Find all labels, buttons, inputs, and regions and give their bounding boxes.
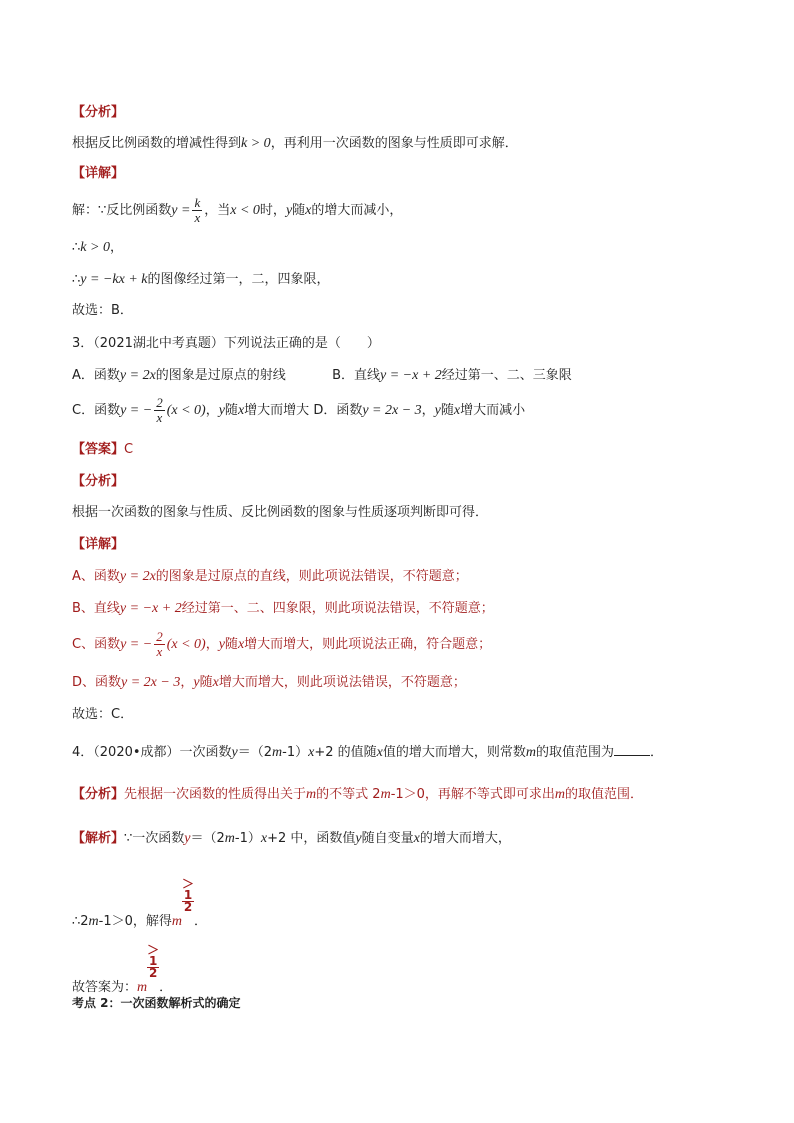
q3-analysis-tag: 【分析】 bbox=[72, 474, 125, 489]
q3-options-ab: A．函数y = 2x的图象是过原点的射线 B．直线y = −x + 2经过第一、二、三象限 bbox=[72, 368, 572, 383]
analysis-tag: 【分析】 bbox=[72, 105, 125, 120]
q3-detail-a: A、函数y = 2x的图象是过原点的直线，则此项说法错误，不符题意； bbox=[72, 569, 468, 584]
half-fraction: ＞ 1 2 bbox=[182, 877, 195, 914]
answer-line: 故选：B． bbox=[72, 303, 133, 318]
q4-answer: 故答案为：m＞ 1 2． bbox=[72, 943, 173, 995]
detail-line-3: ∴y = −kx + k的图像经过第一，二，四象限， bbox=[72, 272, 330, 287]
detail-tag: 【详解】 bbox=[72, 166, 125, 181]
q3-options-cd: C．函数y = − $\frac{2}{x}$ (x < 0)，y随x增大而增大 D．函数y = 2x − 3，y随x增大而减小 bbox=[72, 395, 526, 425]
q4-stem: 4．（2020•成都）一次函数y＝（2m-1）x+2 的值随x值的增大而增大，则常数m的取值范围为 ． bbox=[72, 745, 664, 760]
detail-line-1: 解：∵反比例函数y = $\frac{k}{x}$ ，当x < 0时，y随x的增大而减小， bbox=[72, 195, 403, 225]
q3-detail-tag: 【详解】 bbox=[72, 537, 125, 552]
q3-analysis-text: 根据一次函数的图象与性质、反比例函数的图象与性质逐项判断即可得． bbox=[72, 505, 489, 520]
q3-stem: 3．（2021湖北中考真题）下列说法正确的是（ ） bbox=[72, 336, 380, 351]
section-heading: 考点 2：一次函数解析式的确定 bbox=[72, 996, 241, 1010]
q3-final: 故选：C． bbox=[72, 707, 134, 722]
q4-analysis: 【分析】先根据一次函数的性质得出关于m的不等式 2m-1＞0，再解不等式即可求出m的取值范围． bbox=[72, 787, 644, 802]
q3-detail-c: C、函数y = − $\frac{2}{x}$ (x < 0)，y随x增大而增大，则此项说法正确，符合题意； bbox=[72, 629, 492, 659]
q4-step-1: ∴2m-1＞0，解得m＞ 1 2． bbox=[72, 877, 208, 929]
q3-answer: 【答案】C bbox=[72, 442, 134, 457]
q3-detail-d: D、函数y = 2x − 3，y随x增大而增大，则此项说法错误，不符题意； bbox=[72, 675, 466, 690]
q4-solution: 【解析】∵一次函数y＝（2m-1）x+2 中，函数值y随自变量x的增大而增大， bbox=[72, 831, 511, 846]
answer-blank bbox=[614, 743, 650, 756]
detail-line-2: ∴k > 0， bbox=[72, 240, 123, 255]
half-fraction: ＞ 1 2 bbox=[147, 943, 160, 980]
q3-detail-b: B、直线y = −x + 2经过第一、二、四象限，则此项说法错误，不符题意； bbox=[72, 601, 494, 616]
analysis-text: 根据反比例函数的增减性得到k > 0，再利用一次函数的图象与性质即可求解． bbox=[72, 136, 518, 151]
